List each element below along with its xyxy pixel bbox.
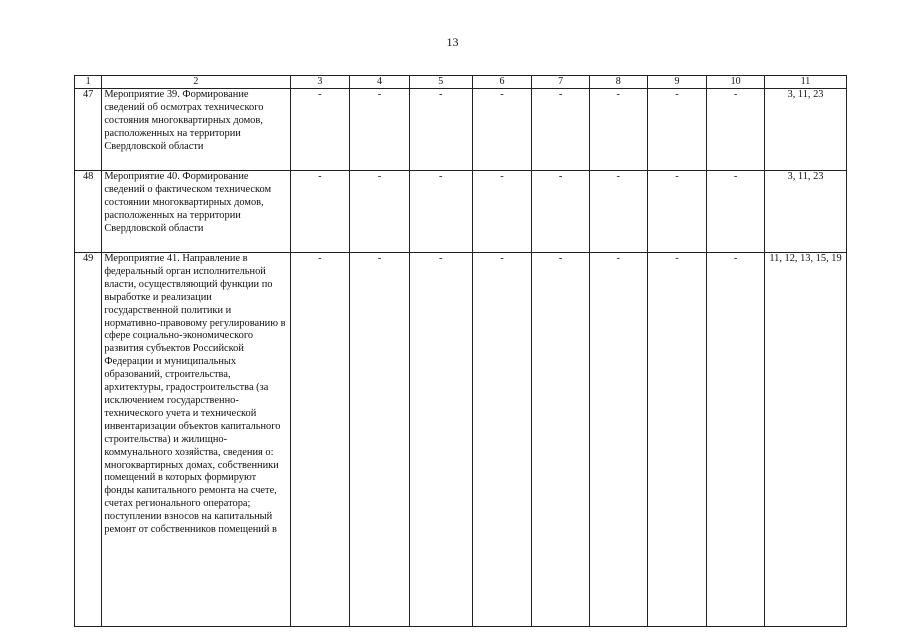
reference-numbers: 3, 11, 23 [764, 89, 846, 171]
table-cell: - [532, 89, 590, 171]
table-cell: - [290, 171, 350, 253]
column-header: 10 [707, 76, 765, 89]
table-cell: - [350, 253, 410, 627]
measure-description: Мероприятие 40. Формирование сведений о фактическом техническом состоянии многоквартирных домов, расположенных на территории Свердловской области [102, 171, 290, 253]
column-header: 6 [472, 76, 532, 89]
table-cell: - [647, 89, 707, 171]
table-cell: - [532, 171, 590, 253]
table-cell: - [589, 171, 647, 253]
table-cell: - [409, 171, 472, 253]
table-cell: - [589, 89, 647, 171]
table-cell: - [290, 89, 350, 171]
table-cell: - [472, 171, 532, 253]
table-cell: - [472, 89, 532, 171]
column-header: 7 [532, 76, 590, 89]
table-cell: - [409, 89, 472, 171]
column-header: 3 [290, 76, 350, 89]
measures-table [74, 75, 847, 627]
table-cell: - [409, 253, 472, 627]
column-header: 2 [102, 76, 290, 89]
page-number: 13 [446, 35, 459, 49]
column-number-row [75, 76, 847, 89]
reference-numbers: 11, 12, 13, 15, 19 [764, 253, 846, 627]
table-cell: - [532, 253, 590, 627]
column-header: 11 [764, 76, 846, 89]
column-header: 5 [409, 76, 472, 89]
table-cell: - [350, 89, 410, 171]
table-cell: - [589, 253, 647, 627]
column-header: 9 [647, 76, 707, 89]
column-header: 4 [350, 76, 410, 89]
row-number: 47 [75, 89, 102, 171]
reference-numbers: 3, 11, 23 [764, 171, 846, 253]
column-header: 1 [75, 76, 102, 89]
column-header: 8 [589, 76, 647, 89]
table-cell: - [472, 253, 532, 627]
table-cell: - [707, 89, 765, 171]
table-row [75, 171, 847, 253]
measure-description: Мероприятие 41. Направление в федеральный орган исполнительной власти, осуществляющий функции по выработке и реализации государственной политики и нормативно-правовому регулированию в сфере социально-экономического развития субъектов Российской Федерации и муниципальных образований, строительства, архитектуры, градостроительства (за исключением государственно-технического учета и технической инвентаризации объектов капитального строительства) и жилищно-коммунального хозяйства, сведения о: многоквартирных домах, собственники помещений в которых формируют фонды капитального ремонта на счете, счетах регионального оператора; поступлении взносов на капитальный ремонт от собственников помещений в [102, 253, 290, 627]
row-number: 48 [75, 171, 102, 253]
table-cell: - [647, 171, 707, 253]
row-number: 49 [75, 253, 102, 627]
table-cell: - [647, 253, 707, 627]
measure-description: Мероприятие 39. Формирование сведений об осмотрах технического состояния многоквартирных домов, расположенных на территории Свердловской области [102, 89, 290, 171]
table-cell: - [350, 171, 410, 253]
table-row [75, 89, 847, 171]
table-cell: - [707, 171, 765, 253]
table-row [75, 253, 847, 627]
table-cell: - [290, 253, 350, 627]
table-cell: - [707, 253, 765, 627]
